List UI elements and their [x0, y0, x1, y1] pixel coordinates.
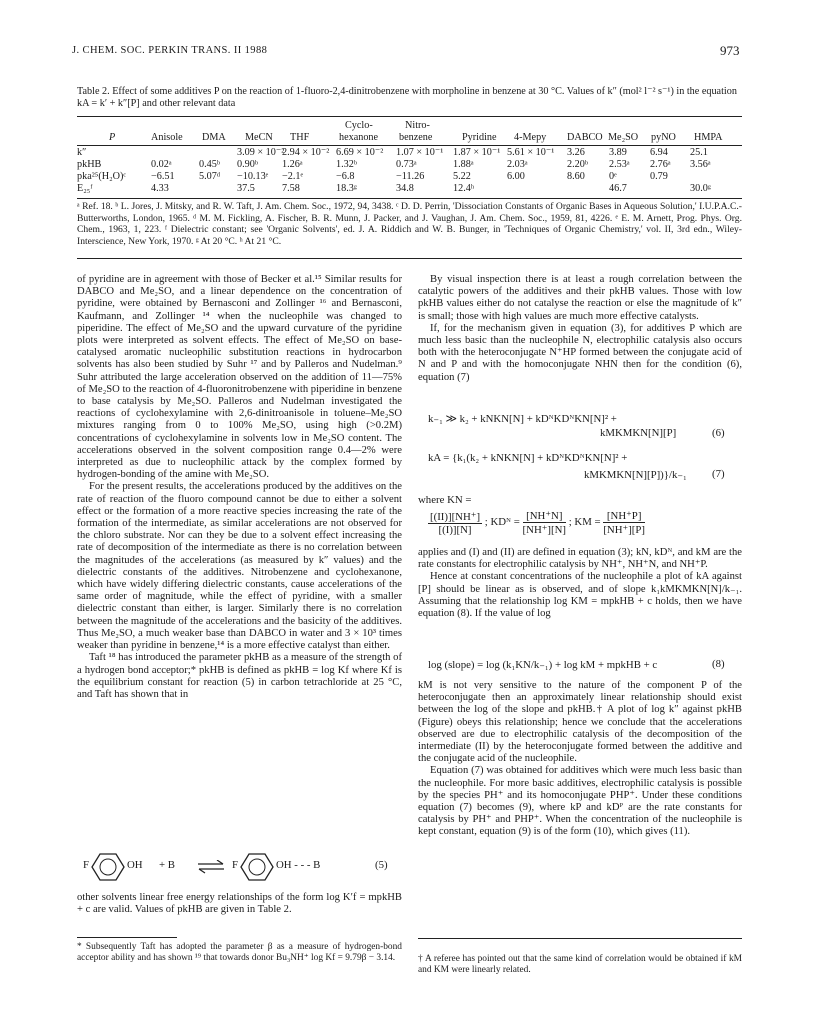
right-footnote: † A referee has pointed out that the same kind of correlation would be obtained if kM and KM were linearly related. — [418, 954, 742, 976]
col-head-pyno: pyNO — [651, 132, 676, 143]
table-cell: 18.3ᵍ — [336, 183, 357, 194]
table-bottom-rule — [77, 198, 742, 199]
table-cell: 3.89 — [609, 147, 627, 158]
page-number: 973 — [720, 43, 740, 58]
row-label: pka²⁵(H₂O)ᶜ — [77, 171, 126, 182]
table-cell: 1.87 × 10⁻¹ — [453, 147, 501, 158]
table-cell: 0.90ᵇ — [237, 159, 258, 170]
table-cell: 2.03ᵃ — [507, 159, 528, 170]
col-head-hexanone: hexanone — [339, 132, 379, 143]
left-paragraph-4: other solvents linear free energy relationships of the form log K′f = mpkHB + c are valid. Values of pkHB are given in Table 2. — [77, 892, 402, 916]
table-cell: 25.1 — [690, 147, 708, 158]
table-top-rule — [77, 116, 742, 117]
table-cell: −6.8 — [336, 171, 355, 182]
col-head-hmpa: HMPA — [694, 132, 723, 143]
row-label: k″ — [77, 147, 87, 158]
table-cell: 4.33 — [151, 183, 169, 194]
col-head-dma: DMA — [202, 132, 226, 143]
right-paragraph-5: kM is not very sensitive to the nature of the component P of the heteroconjugate then an approximately linear relationship should exist between the log of the slope and pkHB.† A plot of log k″ against pkHB (Figure) obeys this relationship; hence we conclude that the accelerations observed are due to electrophilic catalysis of the decomposition of the intermediate (II) by the heteroconjugate formed between the additive and the conjugate acid of the nucleophile. — [418, 680, 742, 765]
table-head-rule — [77, 145, 742, 146]
equation-7-number: (7) — [712, 468, 725, 480]
table-cell: 30.0ᵍ — [690, 183, 711, 194]
table-cell: 3.09 × 10⁻² — [237, 147, 285, 158]
col-head-pyridine: Pyridine — [462, 132, 497, 143]
table-cell: 0.79 — [650, 171, 668, 182]
table-cell: 3.26 — [567, 147, 585, 158]
right-column-middle — [418, 547, 742, 620]
equilibrium-arrow-icon — [197, 860, 225, 874]
where-label: where KN = — [418, 494, 472, 506]
table-cell: 1.88ᵃ — [453, 159, 474, 170]
table-cell: 6.69 × 10⁻² — [336, 147, 384, 158]
col-top-cyclo: Cyclo- — [345, 120, 373, 131]
equation-8-number: (8) — [712, 658, 725, 670]
table-cell: 0ᵉ — [609, 171, 617, 182]
km-fraction: $\frac{[NH^+P]}{[NH^+][P]}$ — [603, 510, 646, 536]
col-head-dabco: DABCO — [567, 132, 603, 143]
equation-7-line-1: kA = {k₁(k₂ + kNKN[N] + kDᴺKDᴺKN[N]² + — [428, 452, 628, 464]
eq5-fluoro-right: F — [232, 859, 239, 871]
table-cell: 0.02ᵃ — [151, 159, 172, 170]
left-column — [77, 274, 402, 701]
table-cell: −10.13ᵉ — [237, 171, 269, 182]
equation-6-line-2: kMKMKN[N][P] — [600, 427, 677, 439]
table-cell: 46.7 — [609, 183, 627, 194]
left-footnote-rule — [77, 937, 177, 938]
table-cell: 8.60 — [567, 171, 585, 182]
table-cell: 2.76ᵃ — [650, 159, 671, 170]
equilibrium-constants — [428, 509, 645, 536]
row-label: pkHB — [77, 159, 102, 170]
eq5-fluoro-left: F — [83, 859, 90, 871]
table-cell: 6.94 — [650, 147, 668, 158]
equation-8: log (slope) = log (k₁KN/k₋₁) + log kM + mpkHB + c — [428, 659, 658, 671]
table-cell: −11.26 — [396, 171, 425, 182]
kn-fraction: $\frac{[(II)][NH^+]}{[(I)][N]}$ — [430, 510, 481, 536]
equation-6-number: (6) — [712, 427, 725, 439]
col-head-mecn: MeCN — [245, 132, 273, 143]
benzene-ring-icon — [240, 850, 274, 884]
right-paragraph-6: Equation (7) was obtained for additives which were much less basic than the nucleophile. For more basic additives, electrophilic catalysis is possible by the species PH⁺ and its homoconjugate PHP⁺. Under these conditions equation (7) becomes (9), where kP and kDᴾ are the rate constants for catalysis by PH⁺ and PHP⁺. When the concentration of the nucleophile is kept constant, equation (9) is of the form (10), which gives (11). — [418, 765, 742, 838]
table-cell: 2.94 × 10⁻² — [282, 147, 330, 158]
kdn-label: ; KDᴺ = — [484, 515, 520, 528]
left-footnote: * Subsequently Taft has adopted the parameter β as a measure of hydrogen-bond acceptor ability and has shown ¹⁹ that towards donor Bu₃NH⁺ log Kf = 9.79β − 3.14. — [77, 942, 402, 964]
table-cell: 5.07ᵈ — [199, 171, 220, 182]
table-cell: 2.20ᵇ — [567, 159, 588, 170]
col-head-me2so: Me₂SO — [608, 132, 639, 143]
equation-5 — [77, 850, 402, 886]
eq5-number: (5) — [375, 859, 388, 871]
row-label: E₂₅ᶠ — [77, 183, 93, 194]
table-body — [77, 147, 742, 197]
right-column-top — [418, 274, 742, 384]
eq5-plus-b: + B — [159, 859, 175, 871]
table-cell: 5.22 — [453, 171, 471, 182]
equation-6-line-1: k₋₁ ≫ k₂ + kNKN[N] + kDᴺKDᴺKN[N]² + — [428, 413, 617, 425]
left-paragraph-2: For the present results, the accelerations produced by the additives on the rate of reaction of the fluoro compound cannot be due to either a solvent effect or the formation of a more reactive species increasing the rate of the formation of the intermediate, as similar accelerations are not observed for the chloro substrate. Nor can they be due to a solvent effect increasing the rate of decomposition of the intermediate as there is no correlation between the magnitudes of the accelerations (as measured by k″ values) and the dielectric constants of the additives. Nitrobenzene and cyclohexanone, which have widely differing dielectric constants, cause accelerations of the same order of magnitude, while the effect of pyridine, with a smaller dielectric constant than either, is larger. Similarly there is no correlation between the magnitude of the accelerations and the basicity of the additives. Thus Me₂SO, a much weaker base than DABCO in water and 3 × 10³ times weaker than pyridine in benzene,¹⁴ is a more effective catalyst than either. — [77, 481, 402, 652]
equation-7-line-2: kMKMKN[N][P])}/k₋₁ — [584, 469, 687, 481]
km-label: ; KM = — [568, 515, 601, 528]
left-paragraph-3: Taft ¹⁸ has introduced the parameter pkHB as a measure of the strength of a hydrogen bond acceptor;* pkHB is defined as pkHB = log Kf where Kf is the equilibrium constant for reaction (5) in carbon tetrachloride at 25 °C, and Taft has shown that in — [77, 652, 402, 700]
right-column-bottom — [418, 680, 742, 839]
right-paragraph-4: Hence at constant concentrations of the nucleophile a plot of kA against [P] should be linear as is observed, and of slope k₁kMKMKN[N]/k₋₁. Assuming that the relationship log KM = mpkHB + c holds, then we have equation (8). If the value of log — [418, 571, 742, 620]
table-cell: 1.32ᵇ — [336, 159, 357, 170]
col-head-anisole: Anisole — [151, 132, 183, 143]
table-cell: 34.8 — [396, 183, 414, 194]
right-paragraph-3: applies and (I) and (II) are defined in equation (3); kN, kDᴺ, and kM are the rate constants for electrophilic catalysis by NH⁺, NH⁺N, and NH⁺P. — [418, 547, 742, 571]
table-cell: −6.51 — [151, 171, 175, 182]
col-head-thf: THF — [290, 132, 310, 143]
col-head-benzene: benzene — [399, 132, 433, 143]
table-cell: 0.73ᵃ — [396, 159, 417, 170]
benzene-ring-icon — [91, 850, 125, 884]
kdn-fraction: $\frac{[NH^+N]}{[NH^+][N]}$ — [522, 510, 567, 536]
col-head-4-mepy: 4-Mepy — [514, 132, 547, 143]
col-head-p: P — [109, 132, 116, 143]
table-cell: 1.26ᵃ — [282, 159, 303, 170]
table-cell: 12.4ʰ — [453, 183, 475, 194]
right-paragraph-1: By visual inspection there is at least a rough correlation between the catalytic powers of the additives and their pkHB values. Those with low pkHB values either do not catalyse the reaction or else the magnitude of k″ is small; those with high values are much more effective catalysts. — [418, 274, 742, 322]
right-paragraph-2: If, for the mechanism given in equation (3), for additives P which are much less basic than the nucleophile N, electrophilic catalysis also occurs both with the heteroconjugate N⁺HP formed between the conjugate acid of N and P and with the homoconjugate NHN then for the condition (6), equation (7) — [418, 322, 742, 383]
left-paragraph-1: of pyridine are in agreement with those of Becker et al.¹⁵ Similar results for DABCO and Me₂SO, and a linear dependence on the concentration of pyridine, were obtained by Bernasconi and Zollinger ¹⁶ and Bernasconi, Kaufmann, and Zollinger ¹⁴ when the nucleophile was changed to piperidine. The effect of Me₂SO and the upward curvature of the pyridine plots were interpreted as solvent effects. The effect of Me₂SO on base-catalysed aromatic nucleophilic substitution reactions in hydrocarbon solvents has also been studied by Suhr ¹⁷ and by Palleros and Nudelman.⁹ Suhr attributed the large acceleration observed on the addition of 11—75% of Me₂SO to the reaction of 4-fluoronitrobenzene with piperidine in benzene to base catalysis by Me₂SO. Palleros and Nudelman investigated the reactions of cyclohexylamine with 2,6-dinitroanisole in toluene–Me₂SO mixtures ranging from 0 to 100% Me₂SO, using high (>0.2M) concentrations of cyclohexylamine in solvents low in Me₂SO content. The accelerations observed in the solvent composition range 0.4—2% were interpreted as due to nucleophilic attack by the complex formed by hydrogen-bonding of the amine with Me₂SO. — [77, 274, 402, 481]
right-footnote-rule — [418, 938, 742, 939]
table-cell: 5.61 × 10⁻¹ — [507, 147, 555, 158]
table-cell: 1.07 × 10⁻¹ — [396, 147, 444, 158]
table-cell: 7.58 — [282, 183, 300, 194]
table-cell: 37.5 — [237, 183, 255, 194]
col-top-nitro: Nitro- — [405, 120, 430, 131]
table-cell: −2.1ᵉ — [282, 171, 304, 182]
eq5-oh-b: OH - - - B — [276, 859, 321, 871]
table-cell: 3.56ᵃ — [690, 159, 711, 170]
eq5-oh-left: OH — [127, 859, 143, 871]
table-cell: 2.53ᵃ — [609, 159, 630, 170]
table-cell: 6.00 — [507, 171, 525, 182]
table-cell: 0.45ᵇ — [199, 159, 220, 170]
running-header: J. CHEM. SOC. PERKIN TRANS. II 1988 — [72, 45, 268, 56]
section-rule — [77, 258, 742, 259]
table-footnote: ᵃ Ref. 18. ᵇ L. Jores, J. Mitsky, and R. W. Taft, J. Am. Chem. Soc., 1972, 94, 3438. ᶜ D. D. Perrin, 'Dissociation Constants of Organic Bases in Aqueous Solution,' I.U.P.A.C.-Butterworths, London, 1965. ᵈ M. M. Fickling, A. Fischer, B. R. Munn, J. Packer, and J. Vaughan, J. Am. Chem. Soc., 1959, 81, 4226. ᵉ E. M. Arnett, Prog. Phys. Org. Chem., 1963, 1, 223. ᶠ Dielectric constant; see 'Organic Solvents', ed. J. A. Riddich and W. B. Bunger, in 'Techniques of Organic Chemistry,' vol. II, 3rd edn., Wiley-Interscience, New York, 1970. ᵍ At 20 °C. ʰ At 21 °C. — [77, 201, 742, 247]
table-caption: Table 2. Effect of some additives P on the reaction of 1-fluoro-2,4-dinitrobenzene with morpholine in benzene at 30 °C. Values of k″ (mol² l⁻² s⁻¹) in the equation kA = k′ + k″[P] and other relevant data — [77, 86, 737, 110]
